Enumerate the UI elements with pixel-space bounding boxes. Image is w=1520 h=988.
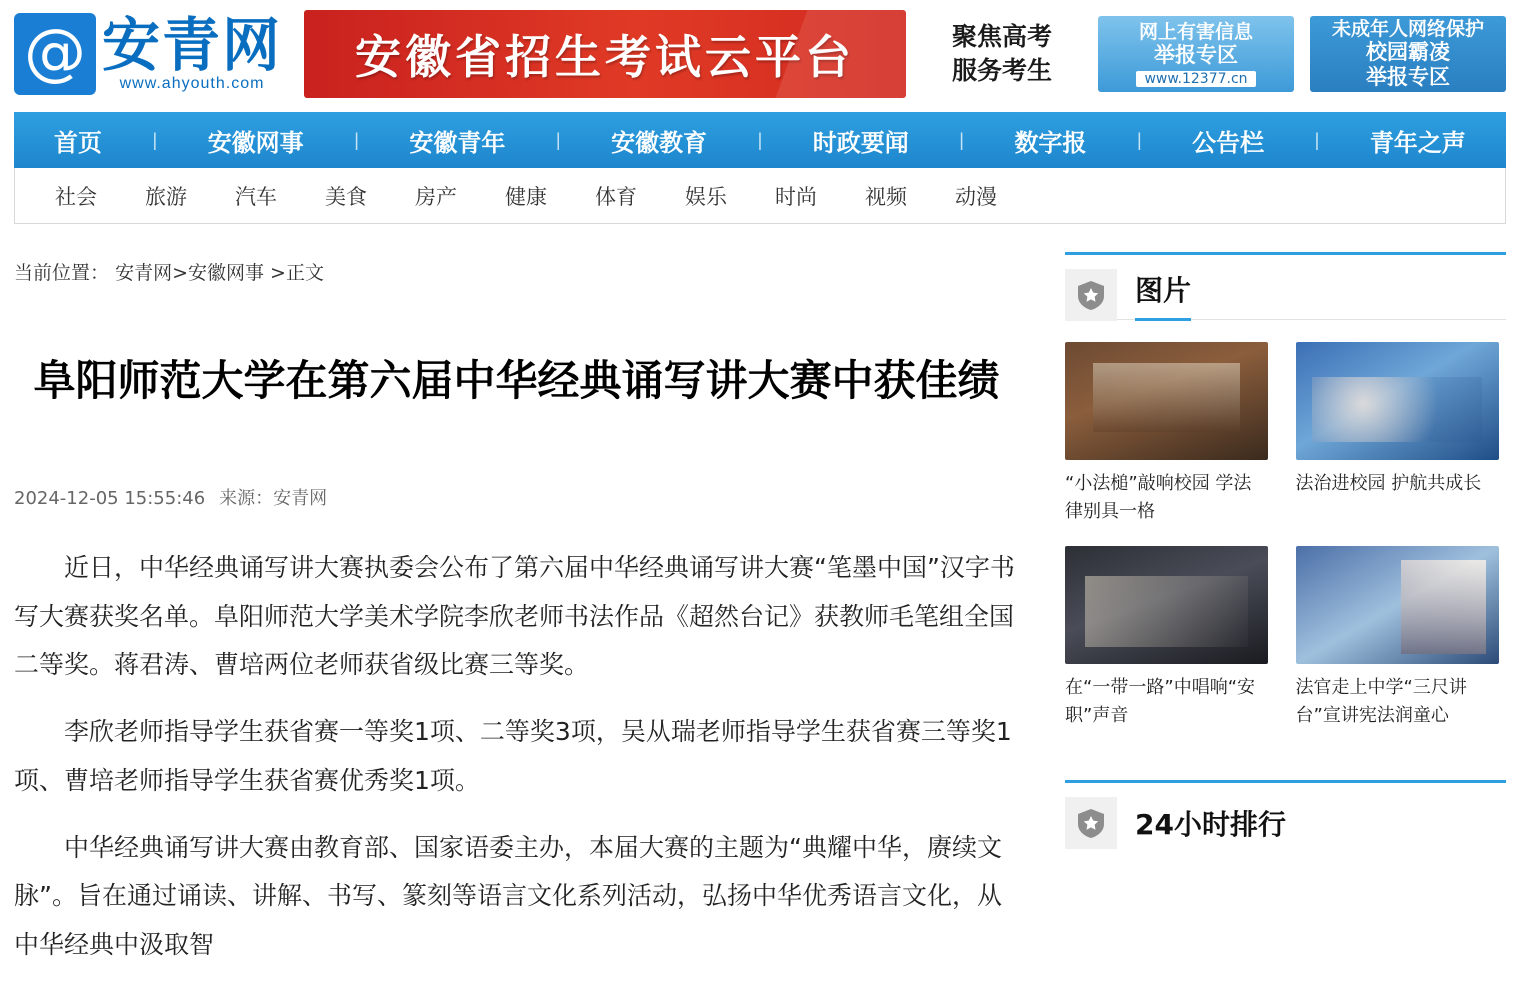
subnav-item-animation[interactable]: 动漫 — [955, 184, 997, 209]
shield-icon — [1065, 269, 1117, 321]
subnav-item-fashion[interactable]: 时尚 — [775, 184, 817, 209]
breadcrumb-item-site[interactable]: 安青网 — [115, 262, 173, 284]
subnav-item-video[interactable]: 视频 — [865, 184, 907, 209]
nav-separator: | — [354, 129, 359, 150]
subnav-item-health[interactable]: 健康 — [505, 184, 547, 209]
nav-separator: | — [152, 129, 158, 150]
nav-item-current-affairs[interactable]: 时政要闻 — [812, 128, 909, 157]
nav-item-anhui-education[interactable]: 安徽教育 — [611, 128, 708, 157]
article-source: 安青网 — [273, 487, 328, 509]
subnav-item-society[interactable]: 社会 — [55, 184, 97, 209]
article-paragraph: 近日，中华经典诵写讲大赛执委会公布了第六届中华经典诵写讲大赛“笔墨中国”汉字书写大赛获奖名单。阜阳师范大学美术学院李欣老师书法作品《超然台记》获教师毛笔组全国二等奖。蒋君涛、曹培两位老师获省级比赛三等奖。 — [14, 552, 1015, 680]
logo-text — [102, 10, 283, 94]
sidebar-ranking-header — [1065, 780, 1506, 849]
sidebar — [1065, 224, 1506, 849]
report-harmful-line2: 举报专区 — [1154, 43, 1238, 68]
breadcrumb-sep-2: > — [264, 262, 286, 284]
breadcrumb-sep-1: > — [172, 262, 188, 284]
subnav-item-travel[interactable]: 旅游 — [145, 184, 187, 209]
site-header — [0, 0, 1520, 106]
article-meta — [14, 468, 1019, 544]
page-title: 阜阳师范大学在第六届中华经典诵写讲大赛中获佳绩 — [33, 356, 1000, 406]
sidebar-ranking-title: 24小时排行 — [1135, 807, 1287, 841]
page-content — [0, 224, 1520, 988]
subnav-item-sports[interactable]: 体育 — [595, 184, 637, 209]
picture-card[interactable] — [1296, 546, 1499, 730]
nav-item-digital-paper[interactable]: 数字报 — [1014, 128, 1087, 157]
picture-card[interactable] — [1065, 342, 1268, 526]
article-paragraph: 李欣老师指导学生获省赛一等奖1项、二等奖3项，吴从瑞老师指导学生获省赛三等奖1项、曹培老师指导学生获省赛优秀奖1项。 — [14, 717, 1012, 795]
article-source-label: 来源： — [219, 487, 274, 509]
ad-slogan-line2: 服务考生 — [951, 56, 1052, 85]
article-body — [14, 544, 1019, 970]
subnav-item-entertainment[interactable]: 娱乐 — [685, 184, 727, 209]
nav-item-anhui-youth[interactable]: 安徽青年 — [409, 128, 506, 157]
ad-banner-text: 安徽省招生考试云平台 — [355, 30, 855, 84]
picture-card[interactable] — [1296, 342, 1499, 526]
ad-banner-exam-platform[interactable] — [304, 10, 906, 98]
breadcrumb-item-current: 正文 — [285, 262, 324, 284]
breadcrumb-label: 当前位置： — [14, 262, 110, 284]
article-column — [14, 224, 1019, 988]
report-minor-protection-button[interactable] — [1310, 16, 1506, 92]
nav-separator: | — [959, 129, 964, 150]
nav-separator: | — [757, 129, 763, 150]
report-harmful-url: www.12377.cn — [1136, 71, 1255, 88]
report-minor-line1: 未成年人网络保护 — [1331, 18, 1484, 41]
picture-caption[interactable]: 法治进校园 护航共成长 — [1295, 473, 1482, 494]
article-datetime: 2024-12-05 15:55:46 — [14, 487, 206, 509]
picture-caption[interactable]: 法官走上中学“三尺讲台”宣讲宪法润童心 — [1295, 676, 1467, 726]
ad-slogan — [922, 20, 1082, 88]
shield-icon — [1065, 797, 1117, 849]
picture-card[interactable] — [1065, 546, 1268, 730]
sidebar-pictures-title: 图片 — [1135, 269, 1191, 321]
logo-site-name: 安青网 — [102, 10, 283, 79]
nav-item-home[interactable]: 首页 — [54, 128, 102, 157]
breadcrumb — [14, 224, 1019, 313]
report-harmful-info-button[interactable] — [1098, 16, 1294, 92]
nav-item-announcements[interactable]: 公告栏 — [1192, 128, 1265, 157]
report-minor-line3: 举报专区 — [1366, 65, 1450, 90]
secondary-nav — [14, 168, 1506, 224]
picture-thumbnail[interactable] — [1065, 546, 1268, 664]
primary-nav — [14, 112, 1506, 168]
nav-separator: | — [1136, 129, 1142, 150]
logo-site-url: www.ahyouth.com — [119, 75, 265, 93]
picture-thumbnail[interactable] — [1296, 546, 1499, 664]
picture-caption[interactable]: “小法槌”敲响校园 学法律别具一格 — [1065, 473, 1252, 522]
breadcrumb-item-category[interactable]: 安徽网事 — [188, 262, 265, 284]
site-logo[interactable] — [14, 10, 288, 98]
picture-thumbnail[interactable] — [1296, 342, 1499, 460]
sidebar-pictures-block — [1065, 252, 1506, 748]
nav-separator: | — [1314, 129, 1320, 150]
at-symbol-icon: @ — [14, 13, 96, 95]
report-minor-line2: 校园霸凌 — [1366, 40, 1450, 65]
report-harmful-line1: 网上有害信息 — [1138, 20, 1253, 43]
subnav-item-property[interactable]: 房产 — [415, 184, 457, 209]
subnav-item-food[interactable]: 美食 — [325, 184, 367, 209]
nav-item-voice-of-youth[interactable]: 青年之声 — [1369, 128, 1466, 157]
picture-caption[interactable]: 在“一带一路”中唱响“安职”声音 — [1065, 676, 1256, 726]
picture-grid — [1065, 320, 1506, 748]
subnav-item-auto[interactable]: 汽车 — [235, 184, 277, 209]
nav-item-anhui-news[interactable]: 安徽网事 — [207, 128, 304, 157]
picture-thumbnail[interactable] — [1065, 342, 1268, 460]
nav-separator: | — [555, 129, 561, 150]
ad-slogan-line1: 聚焦高考 — [951, 22, 1052, 52]
sidebar-pictures-header — [1065, 252, 1506, 321]
article-paragraph: 中华经典诵写讲大赛由教育部、国家语委主办，本届大赛的主题为“典耀中华，赓续文脉”。旨在通过诵读、讲解、书写、篆刻等语言文化系列活动，弘扬中华优秀语言文化，从中华经典中汲取智 — [14, 832, 1002, 960]
